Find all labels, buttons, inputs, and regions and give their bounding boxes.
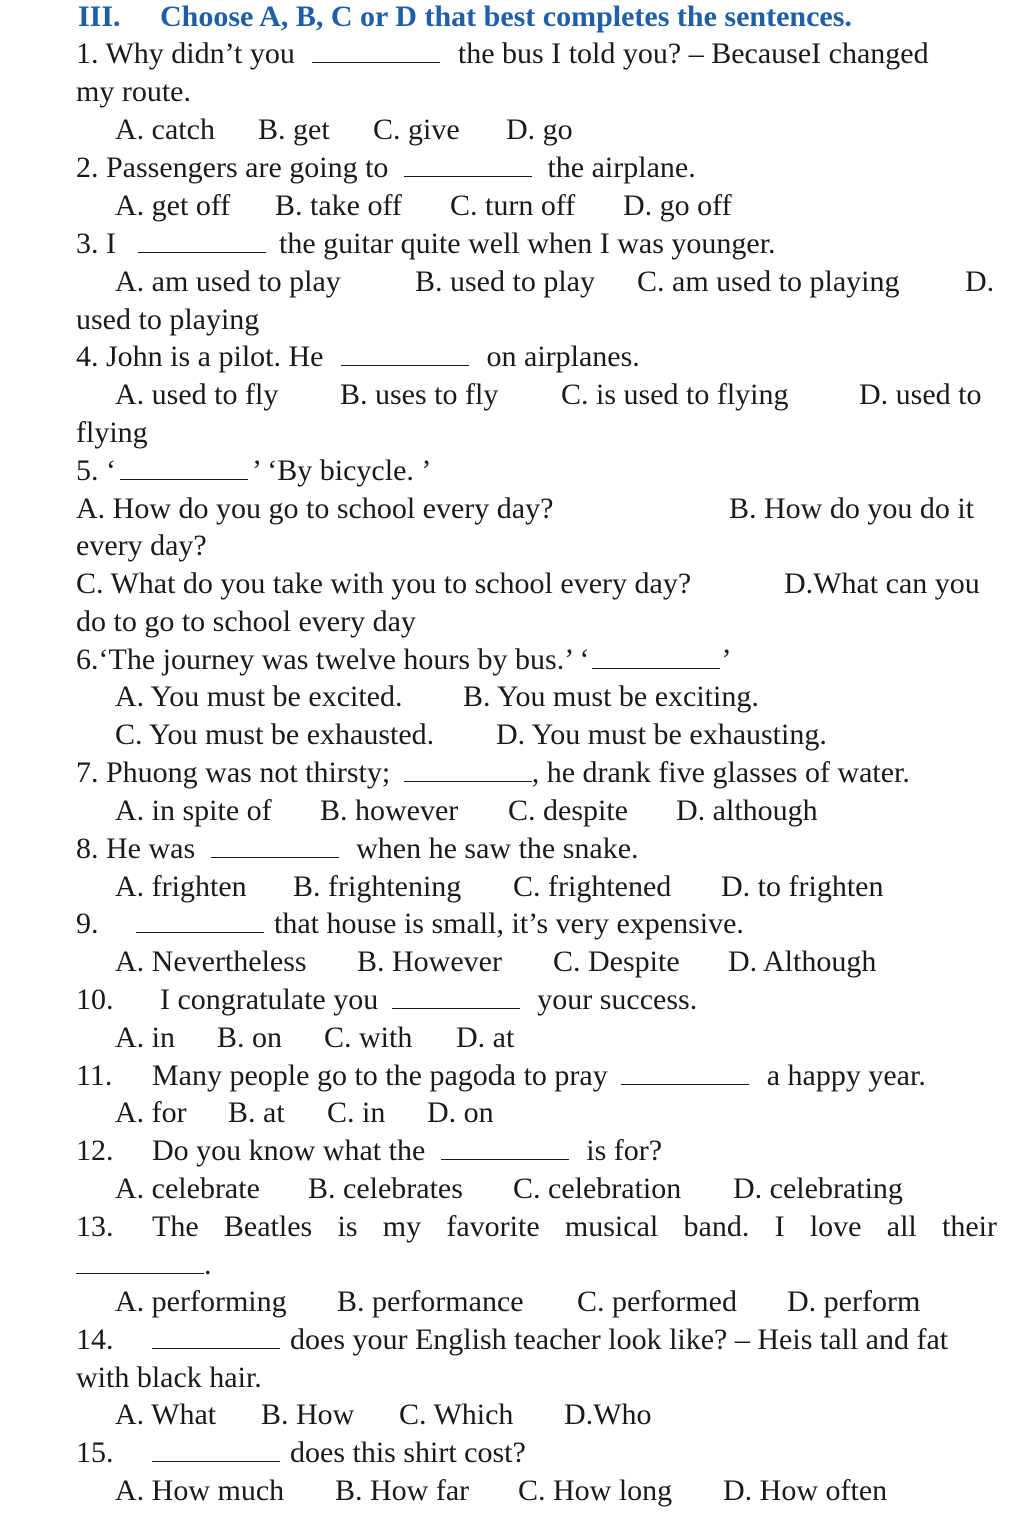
answer-blank	[441, 1158, 569, 1160]
question-4-text-b: on airplanes.	[486, 340, 640, 373]
question-13-number: 13.	[76, 1210, 114, 1243]
answer-blank	[138, 251, 266, 253]
option-a: A. for	[115, 1096, 187, 1129]
option-d: D. How often	[723, 1474, 888, 1507]
question-10-options	[115, 1019, 997, 1057]
question-10	[76, 981, 997, 1019]
question-9-text-b: that house is small, it’s very expensive.	[274, 907, 744, 940]
question-1-options	[115, 111, 997, 149]
question-14-options	[115, 1396, 997, 1434]
option-d: D. Although	[728, 945, 877, 978]
answer-blank	[404, 175, 532, 177]
option-d: D. on	[427, 1096, 494, 1129]
answer-blank	[592, 667, 720, 669]
question-2	[76, 149, 997, 187]
question-12	[76, 1132, 997, 1170]
question-15	[76, 1434, 997, 1472]
question-9-number: 9.	[76, 907, 99, 940]
option-b: B. celebrates	[308, 1172, 463, 1205]
option-d: D.Who	[564, 1398, 652, 1431]
question-8-options	[115, 868, 997, 906]
question-5-option-b-continued: every day?	[76, 529, 207, 562]
section-heading	[78, 0, 997, 36]
question-1	[76, 35, 997, 73]
answer-blank	[152, 1460, 280, 1462]
option-c: C. You must be exhausted.	[115, 718, 435, 751]
option-d: D. to frighten	[721, 870, 884, 903]
option-c: C. celebration	[513, 1172, 682, 1205]
question-8-text-b: when he saw the snake.	[356, 832, 639, 865]
question-6-options-ab	[115, 678, 997, 716]
question-7-text-b: , he drank five glasses of water.	[531, 756, 910, 789]
question-13-end: .	[204, 1248, 212, 1281]
question-1-text-b: the bus I told you? – BecauseI changed	[457, 37, 929, 70]
option-d: D.What can you	[784, 567, 980, 600]
option-a: A. frighten	[115, 870, 247, 903]
question-1-text-a: 1. Why didn’t you	[76, 37, 295, 70]
question-3-options	[115, 263, 997, 301]
question-12-options	[115, 1170, 997, 1208]
option-d: D. perform	[787, 1285, 921, 1318]
option-b: B. get	[258, 113, 330, 146]
answer-blank	[120, 478, 248, 480]
option-c: C. give	[373, 113, 460, 146]
question-4-text-a: 4. John is a pilot. He	[76, 340, 324, 373]
question-12-text-a: Do you know what the	[152, 1134, 426, 1167]
option-a: A. celebrate	[115, 1172, 260, 1205]
answer-blank	[341, 364, 469, 366]
question-6-text-a: 6.‘The journey was twelve hours by bus.’ ‘	[76, 643, 590, 676]
question-15-options	[115, 1472, 997, 1510]
option-a: A. in spite of	[115, 794, 272, 827]
answer-blank	[392, 1007, 520, 1009]
question-6	[76, 641, 997, 679]
question-13	[76, 1208, 997, 1246]
option-b: B. take off	[275, 189, 402, 222]
option-d: D. go off	[623, 189, 732, 222]
option-b: B. How do you do it	[729, 492, 975, 525]
question-11-options	[115, 1094, 997, 1132]
option-c: C. frightened	[513, 870, 672, 903]
option-d: D. at	[456, 1021, 515, 1054]
option-d: D. You must be exhausting.	[496, 718, 827, 751]
question-12-number: 12.	[76, 1134, 114, 1167]
option-c: C. Despite	[553, 945, 680, 978]
question-5-options-cd	[76, 565, 997, 603]
question-9	[76, 905, 997, 943]
option-b: B. used to play	[415, 265, 595, 298]
option-b: B. You must be exciting.	[463, 680, 759, 713]
question-5-options-ab	[76, 490, 997, 528]
answer-blank	[621, 1083, 749, 1085]
section-title: Choose A, B, C or D that best completes the sentences.	[160, 0, 852, 33]
question-10-number: 10.	[76, 983, 114, 1016]
option-a: A. Nevertheless	[115, 945, 307, 978]
question-3	[76, 225, 997, 263]
question-5-text-b: ’ ‘By bicycle. ’	[252, 454, 432, 487]
option-b: B. at	[228, 1096, 285, 1129]
option-a: A. How do you go to school every day?	[76, 492, 554, 525]
option-b: B. How far	[335, 1474, 470, 1507]
answer-blank	[404, 780, 532, 782]
question-7	[76, 754, 997, 792]
answer-blank	[76, 1272, 204, 1274]
question-6-text-b: ’	[721, 643, 732, 676]
option-d: D. celebrating	[733, 1172, 903, 1205]
option-c: C. in	[327, 1096, 386, 1129]
question-10-text-b: your success.	[537, 983, 698, 1016]
question-5-option-d-continued: do to go to school every day	[76, 605, 416, 638]
option-c: C. What do you take with you to school every day?	[76, 567, 692, 600]
option-a: A. catch	[115, 113, 215, 146]
question-6-options-cd	[115, 716, 997, 754]
question-1-continued: my route.	[76, 75, 191, 108]
question-4	[76, 338, 997, 376]
option-c: C. turn off	[450, 189, 576, 222]
option-a: A. performing	[115, 1285, 287, 1318]
question-7-options	[115, 792, 997, 830]
option-a: A. used to fly	[115, 378, 279, 411]
question-15-text-b: does this shirt cost?	[290, 1436, 526, 1469]
question-11	[76, 1057, 997, 1095]
option-b: B. performance	[337, 1285, 524, 1318]
option-c: C. performed	[577, 1285, 737, 1318]
question-13-text-a: The Beatles is my favorite musical band. I love all their	[152, 1210, 997, 1243]
question-5	[76, 452, 997, 490]
question-10-text-a: I congratulate you	[160, 983, 379, 1016]
question-4-continued: flying	[76, 416, 148, 449]
question-3-continued: used to playing	[76, 303, 260, 336]
option-a: A. in	[115, 1021, 175, 1054]
question-13-continued	[76, 1246, 997, 1284]
question-13-options	[115, 1283, 997, 1321]
question-3-text-a: 3. I	[76, 227, 116, 260]
question-14	[76, 1321, 997, 1359]
answer-blank	[312, 61, 440, 63]
option-a: A. How much	[115, 1474, 285, 1507]
option-c: C. despite	[508, 794, 628, 827]
question-2-text-b: the airplane.	[547, 151, 696, 184]
question-9-options	[115, 943, 997, 981]
option-d: D. go	[506, 113, 573, 146]
question-4-options	[115, 376, 997, 414]
answer-blank	[152, 1347, 280, 1349]
question-8-text-a: 8. He was	[76, 832, 196, 865]
option-c: C. is used to flying	[561, 378, 789, 411]
option-b: B. on	[217, 1021, 283, 1054]
answer-blank	[136, 931, 264, 933]
option-c: C. am used to playing	[637, 265, 900, 298]
question-5-text-a: 5. ‘	[76, 454, 116, 487]
option-a: A. You must be excited.	[115, 680, 403, 713]
option-b: B. however	[320, 794, 459, 827]
question-2-text-a: 2. Passengers are going to	[76, 151, 389, 184]
option-d: D.	[965, 265, 995, 298]
option-d: D. although	[676, 794, 818, 827]
option-c: C. How long	[518, 1474, 673, 1507]
question-11-number: 11.	[76, 1059, 113, 1092]
question-8	[76, 830, 997, 868]
question-14-text-b: does your English teacher look like? – Heis tall and fat	[290, 1323, 949, 1356]
option-d: D. used to	[859, 378, 982, 411]
answer-blank	[211, 856, 339, 858]
option-b: B. uses to fly	[340, 378, 499, 411]
option-a: A. am used to play	[115, 265, 341, 298]
option-b: B. How	[261, 1398, 355, 1431]
question-14-continued: with black hair.	[76, 1361, 262, 1394]
option-a: A. What	[115, 1398, 217, 1431]
option-c: C. Which	[399, 1398, 514, 1431]
question-3-text-b: the guitar quite well when I was younger.	[279, 227, 776, 260]
question-12-text-b: is for?	[586, 1134, 663, 1167]
question-14-number: 14.	[76, 1323, 114, 1356]
question-11-text-a: Many people go to the pagoda to pray	[152, 1059, 608, 1092]
question-2-options	[115, 187, 997, 225]
option-a: A. get off	[115, 189, 231, 222]
option-b: B. frightening	[293, 870, 462, 903]
option-b: B. However	[357, 945, 502, 978]
section-number: III.	[78, 0, 121, 33]
question-15-number: 15.	[76, 1436, 114, 1469]
option-c: C. with	[324, 1021, 413, 1054]
question-7-text-a: 7. Phuong was not thirsty;	[76, 756, 391, 789]
question-11-text-b: a happy year.	[766, 1059, 926, 1092]
